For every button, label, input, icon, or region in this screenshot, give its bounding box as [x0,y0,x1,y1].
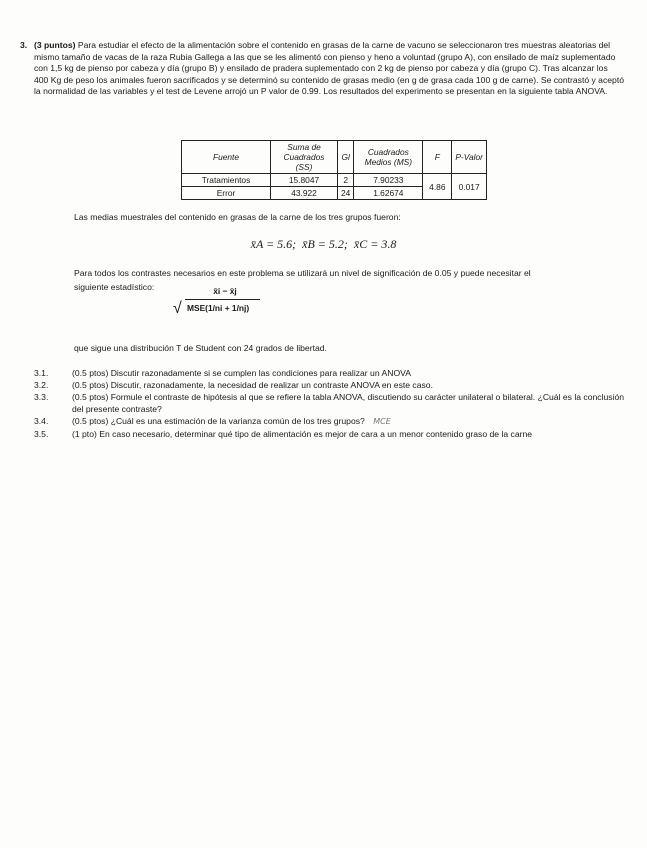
cell-ss: 43.922 [271,187,338,200]
anova-header-row [182,141,487,174]
media-c: x̄C = 3.8 [353,237,397,251]
cell-ms: 7.90233 [354,174,423,187]
cell-f: 4.86 [423,174,452,200]
sub-question-number: 3.3. [34,392,49,402]
cell-ms: 1.62674 [354,187,423,200]
cell-gl: 24 [338,187,354,200]
sub-question-text: (0.5 ptos) Discutir razonadamente si se cumplen las condiciones para realizar un ANOVA [72,368,411,378]
question-points: (3 puntos) [34,40,76,50]
media-a: x̄A = 5.6; [250,237,297,251]
sub-question-text: (0.5 ptos) Formule el contraste de hipótesis al que se refiere la tabla ANOVA, discutiendo su carácter unilateral o bilateral. ¿Cuál es la conclusión del presente contraste? [72,392,625,414]
header-ss: Suma de Cuadrados (SS) [271,141,338,174]
sub-question-text: (0.5 ptos) Discutir, razonadamente, la necesidad de realizar un contraste ANOVA en este caso. [72,380,433,390]
question-text: Para estudiar el efecto de la alimentación sobre el contenido en grasas de la carne de vacuno se seleccionaron tres muestras aleatorias del mismo tamaño de vacas de la raza Rubia Gallega a las que se les alimentó con pienso y heno a voluntad (grupo A), con ensilado de maíz suplementado con 1,5 kg de pienso por cabeza y día (grupo B) y ensilado de pradera suplementado con 2 kg de pienso por cabeza y día (grupo C). Tras alcanzar los 400 Kg de peso los animales fueron sacrificados y se determinó su contenido de grasas medio (en g de grasa cada 100 g de carne). Se contrastó y aceptó la normalidad de las variables y el test de Levene arrojó un P valor de 0.99. Los resultados del experimento se presentan en la siguiente tabla ANOVA. [34,40,624,96]
sub-question [34,367,634,379]
anova-table [181,140,487,200]
sub-question [34,415,634,428]
cell-ss: 15.8047 [271,174,338,187]
sub-question [34,428,634,440]
sub-question-number: 3.5. [34,429,49,439]
question-statement [34,40,624,98]
statistic-numerator: x̄i − x̄j [213,286,237,296]
medias-intro: Las medias muestrales del contenido en grasas de la carne de los tres grupos fueron: [74,212,401,222]
cell-fuente: Error [182,187,271,200]
header-ms: Cuadrados Medios (MS) [354,141,423,174]
statistic-denominator: MSE(1/ni + 1/nj) [187,303,250,313]
fraction-bar [185,299,260,300]
statistic-label: siguiente estadístico: [74,282,155,292]
significance-text: Para todos los contrastes necesarios en este problema se utilizará un nivel de significación de 0.05 y puede necesitar el [74,268,531,278]
sub-question-number: 3.4. [34,416,49,426]
cell-p: 0.017 [452,174,487,200]
header-f: F [423,141,452,174]
question-number: 3. [20,40,28,50]
t-distribution-text: que sigue una distribución T de Student con 24 grados de libertad. [74,343,327,353]
anova-row-tratamientos [182,174,487,187]
sub-question [34,379,634,391]
cell-fuente: Tratamientos [182,174,271,187]
sub-question-text: (1 pto) En caso necesario, determinar qué tipo de alimentación es mejor de cara a un menor contenido graso de la carne [72,429,533,439]
medias-formula [0,237,647,252]
header-p: P-Valor [452,141,487,174]
handwritten-note: MCE [373,417,391,426]
media-b: x̄B = 5.2; [302,237,348,251]
sub-question-number: 3.2. [34,380,49,390]
cell-gl: 2 [338,174,354,187]
sub-question [34,391,634,415]
header-fuente: Fuente [182,141,271,174]
sub-question-text: (0.5 ptos) ¿Cuál es una estimación de la varianza común de los tres grupos? [72,416,365,426]
sub-questions [34,367,634,440]
header-gl: Gl [338,141,354,174]
sqrt-symbol: √ [173,300,182,317]
question-3 [20,40,624,98]
sub-question-number: 3.1. [34,368,49,378]
